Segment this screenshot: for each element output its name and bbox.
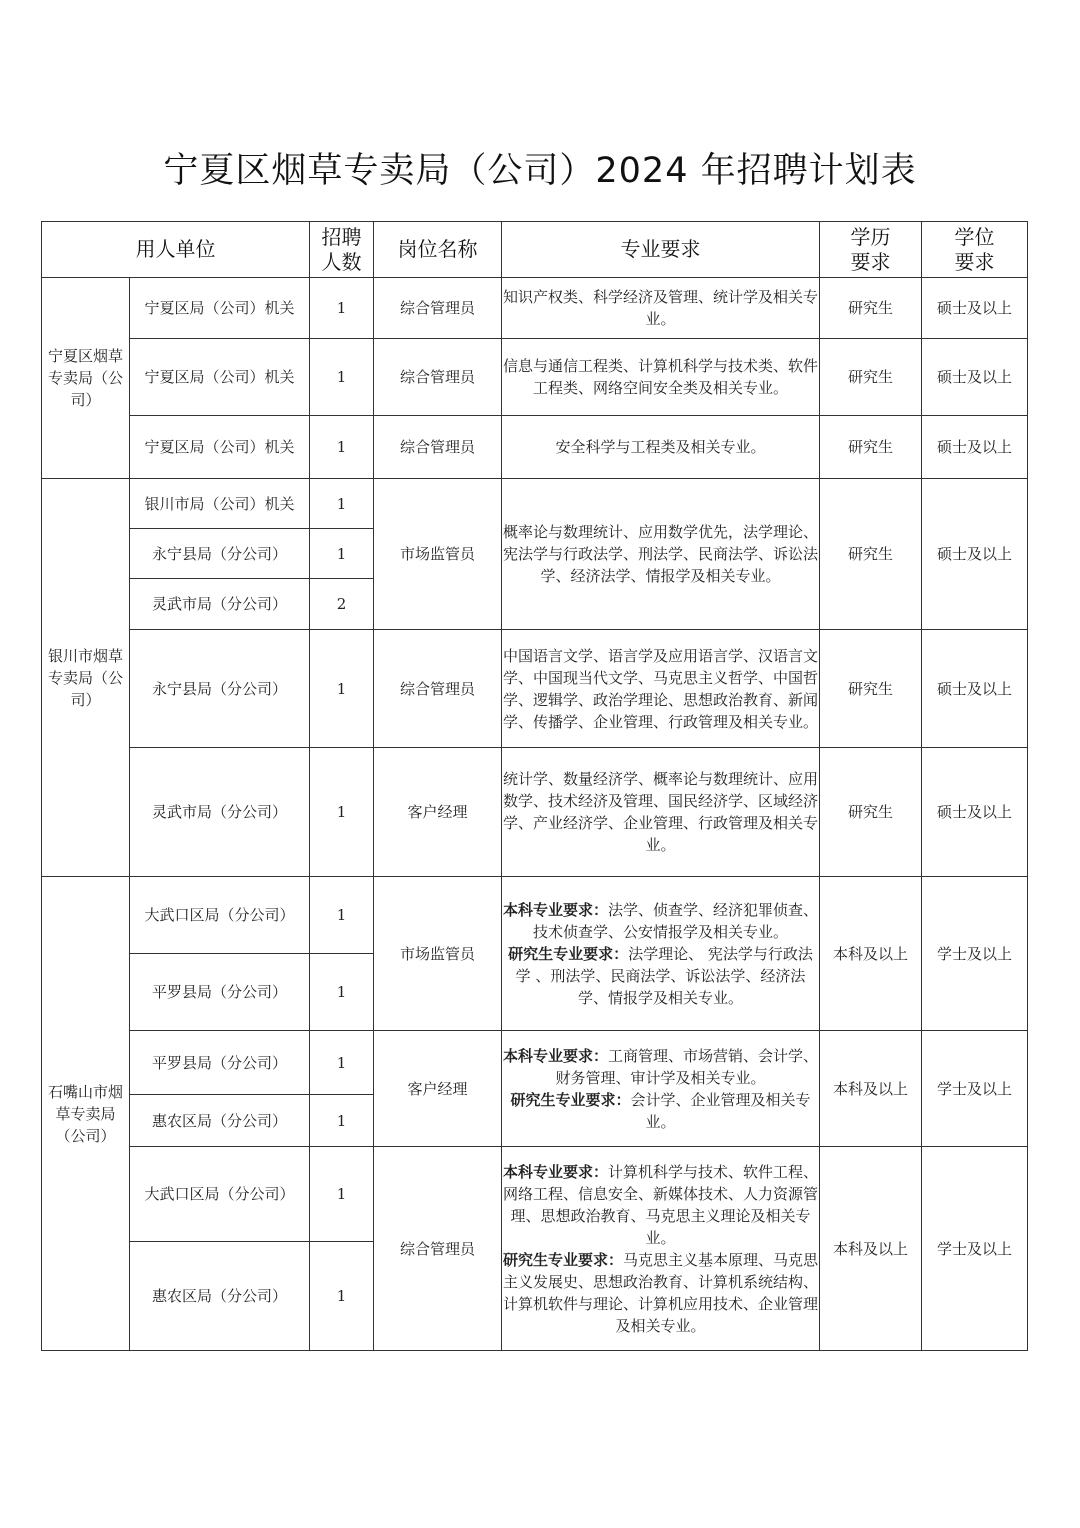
table-row	[42, 877, 1028, 954]
major-cell	[502, 877, 820, 1031]
count-cell: 1	[310, 954, 374, 1031]
degree-cell: 硕士及以上	[922, 278, 1028, 339]
degree-cell: 学士及以上	[922, 1031, 1028, 1147]
count-cell: 1	[310, 1147, 374, 1242]
dept-cell: 永宁县局（分公司）	[130, 630, 310, 748]
header-row	[42, 222, 1028, 278]
dept-cell: 大武口区局（分公司）	[130, 1147, 310, 1242]
position-cell: 综合管理员	[374, 339, 502, 416]
header-degree: 学位要求	[922, 222, 1028, 278]
position-cell: 综合管理员	[374, 630, 502, 748]
count-cell: 1	[310, 1095, 374, 1147]
major-cell	[502, 1147, 820, 1351]
undergrad-major-label: 本科专业要求：	[502, 900, 608, 919]
count-cell: 1	[310, 339, 374, 416]
degree-cell: 硕士及以上	[922, 479, 1028, 630]
dept-cell: 灵武市局（分公司）	[130, 579, 310, 630]
count-cell: 1	[310, 1031, 374, 1095]
position-cell: 综合管理员	[374, 416, 502, 479]
major-cell: 中国语言文学、语言学及应用语言学、汉语言文学、中国现当代文学、马克思主义哲学、中国哲学、逻辑学、政治学理论、思想政治教育、新闻学、传播学、企业管理、行政管理及相关专业。	[502, 630, 820, 748]
count-cell: 1	[310, 416, 374, 479]
major-cell: 知识产权类、科学经济及管理、统计学及相关专业。	[502, 278, 820, 339]
education-cell: 本科及以上	[820, 1147, 922, 1351]
postgrad-major-text: 会计学、企业管理及相关专业。	[630, 1090, 811, 1131]
degree-cell: 硕士及以上	[922, 748, 1028, 877]
education-cell: 研究生	[820, 339, 922, 416]
position-cell: 市场监管员	[374, 479, 502, 630]
major-cell: 概率论与数理统计、应用数学优先，法学理论、宪法学与行政法学、刑法学、民商法学、诉讼法学、经济法学、情报学及相关专业。	[502, 479, 820, 630]
count-cell: 2	[310, 579, 374, 630]
postgrad-major-text: 马克思主义基本原理、马克思主义发展史、思想政治教育、计算机系统结构、计算机软件与理论、计算机应用技术、企业管理及相关专业。	[502, 1250, 819, 1335]
count-cell: 1	[310, 1242, 374, 1351]
header-position: 岗位名称	[374, 222, 502, 278]
employer-org-cell: 宁夏区烟草专卖局（公司）	[42, 278, 130, 479]
education-cell: 研究生	[820, 278, 922, 339]
major-cell: 信息与通信工程类、计算机科学与技术类、软件工程类、网络空间安全类及相关专业。	[502, 339, 820, 416]
header-major: 专业要求	[502, 222, 820, 278]
table-row	[42, 1147, 1028, 1242]
header-education: 学历要求	[820, 222, 922, 278]
education-cell: 本科及以上	[820, 877, 922, 1031]
dept-cell: 宁夏区局（公司）机关	[130, 416, 310, 479]
undergrad-major-label: 本科专业要求：	[502, 1162, 608, 1181]
position-cell: 客户经理	[374, 748, 502, 877]
count-cell: 1	[310, 877, 374, 954]
table-row	[42, 748, 1028, 877]
major-cell	[502, 1031, 820, 1147]
dept-cell: 灵武市局（分公司）	[130, 748, 310, 877]
dept-cell: 宁夏区局（公司）机关	[130, 339, 310, 416]
degree-cell: 硕士及以上	[922, 416, 1028, 479]
undergrad-major-text: 工商管理、市场营销、会计学、财务管理、审计学及相关专业。	[555, 1046, 819, 1087]
position-cell: 综合管理员	[374, 278, 502, 339]
page-title: 宁夏区烟草专卖局（公司）2024 年招聘计划表	[163, 151, 917, 191]
undergrad-major-text: 法学、侦查学、经济犯罪侦查、技术侦查学、公安情报学及相关专业。	[532, 900, 819, 941]
education-cell: 本科及以上	[820, 1031, 922, 1147]
degree-cell: 硕士及以上	[922, 339, 1028, 416]
postgrad-major-text: 法学理论、 宪法学与行政法学 、刑法学、民商法学、诉讼法学、经济法学、情报学及相关专业。	[515, 944, 813, 1007]
postgrad-major-label: 研究生专业要求：	[510, 1090, 631, 1109]
education-cell: 研究生	[820, 630, 922, 748]
dept-cell: 宁夏区局（公司）机关	[130, 278, 310, 339]
position-cell: 综合管理员	[374, 1147, 502, 1351]
dept-cell: 惠农区局（分公司）	[130, 1095, 310, 1147]
recruitment-plan-table	[41, 221, 1028, 1351]
dept-cell: 永宁县局（分公司）	[130, 529, 310, 579]
dept-cell: 平罗县局（分公司）	[130, 1031, 310, 1095]
employer-org-cell: 石嘴山市烟草专卖局（公司）	[42, 877, 130, 1351]
table-row	[42, 1031, 1028, 1095]
position-cell: 市场监管员	[374, 877, 502, 1031]
count-cell: 1	[310, 479, 374, 529]
undergrad-major-text: 计算机科学与技术、软件工程、网络工程、信息安全、新媒体技术、人力资源管理、思想政治教育、马克思主义理论及相关专业。	[502, 1162, 819, 1247]
employer-org-cell: 银川市烟草专卖局（公司）	[42, 479, 130, 877]
dept-cell: 平罗县局（分公司）	[130, 954, 310, 1031]
table-row	[42, 339, 1028, 416]
undergrad-major-label: 本科专业要求：	[502, 1046, 608, 1065]
table-row	[42, 479, 1028, 529]
postgrad-major-label: 研究生专业要求：	[502, 1250, 623, 1269]
header-unit: 用人单位	[42, 222, 310, 278]
table-row	[42, 278, 1028, 339]
degree-cell: 硕士及以上	[922, 630, 1028, 748]
major-cell: 安全科学与工程类及相关专业。	[502, 416, 820, 479]
table-row	[42, 416, 1028, 479]
count-cell: 1	[310, 278, 374, 339]
dept-cell: 大武口区局（分公司）	[130, 877, 310, 954]
header-count: 招聘人数	[310, 222, 374, 278]
education-cell: 研究生	[820, 479, 922, 630]
position-cell: 客户经理	[374, 1031, 502, 1147]
major-cell: 统计学、数量经济学、概率论与数理统计、应用数学、技术经济及管理、国民经济学、区域经济学、产业经济学、企业管理、行政管理及相关专业。	[502, 748, 820, 877]
postgrad-major-label: 研究生专业要求：	[508, 944, 629, 963]
degree-cell: 学士及以上	[922, 877, 1028, 1031]
dept-cell: 银川市局（公司）机关	[130, 479, 310, 529]
count-cell: 1	[310, 630, 374, 748]
dept-cell: 惠农区局（分公司）	[130, 1242, 310, 1351]
count-cell: 1	[310, 529, 374, 579]
degree-cell: 学士及以上	[922, 1147, 1028, 1351]
education-cell: 研究生	[820, 416, 922, 479]
table-row	[42, 630, 1028, 748]
count-cell: 1	[310, 748, 374, 877]
education-cell: 研究生	[820, 748, 922, 877]
